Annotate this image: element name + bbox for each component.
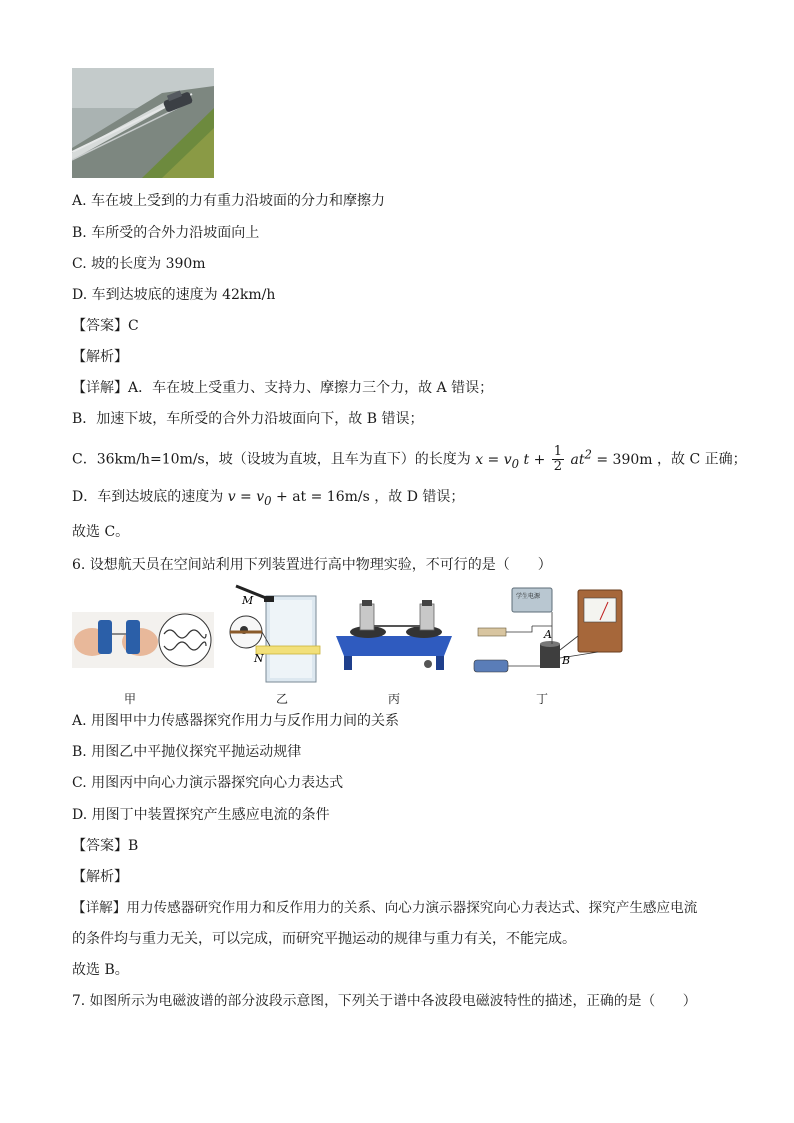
formula-c-mid: t + xyxy=(523,451,546,468)
q5-conclusion: 故选 C。 xyxy=(72,524,130,540)
q6-option-d: D. 用图丁中装置探究产生感应电流的条件 xyxy=(72,807,330,823)
figure-yi-projectile-apparatus xyxy=(226,584,330,688)
caption-yi: 乙 xyxy=(275,692,288,706)
formula-c-fraction xyxy=(552,445,564,474)
label-n: N xyxy=(254,652,264,665)
q6-option-b: B. 用图乙中平抛仪探究平抛运动规律 xyxy=(72,744,302,760)
formula-d-sub: 0 xyxy=(264,493,272,508)
q7-stem: 7. 如图所示为电磁波谱的部分波段示意图，下列关于谱中各波段电磁波特性的描述，正确的是（ ） xyxy=(72,993,697,1009)
caption-ding: 丁 xyxy=(535,692,548,706)
q5-option-b: B. 车所受的合外力沿坡面向上 xyxy=(72,225,260,241)
formula-c-sub: 0 xyxy=(511,456,520,471)
formula-c-rhs: = 390m xyxy=(596,451,653,468)
q5-detail-d-prefix: D．车到达坡底的速度为 xyxy=(72,489,224,505)
figure-ding-induction-setup xyxy=(468,586,626,682)
q5-detail-c-suffix: ，故 C 正确； xyxy=(657,451,747,468)
q5-analysis-heading: 【解析】 xyxy=(72,349,128,365)
q6-option-c: C. 用图丙中向心力演示器探究向心力表达式 xyxy=(72,775,344,791)
q5-answer: 【答案】C xyxy=(72,318,139,334)
q5-formula-d xyxy=(227,489,375,508)
caption-bing: 丙 xyxy=(387,692,400,706)
label-b: B xyxy=(562,654,571,667)
label-m: M xyxy=(242,594,254,607)
q5-detail-b: B．加速下坡，车所受的合外力沿坡面向下，故 B 错误； xyxy=(72,411,424,427)
q6-analysis-heading: 【解析】 xyxy=(72,869,128,885)
q5-detail-d-suffix: ，故 D 错误； xyxy=(374,489,465,505)
formula-c-sup: 2 xyxy=(584,447,592,461)
fraction-numerator: 1 xyxy=(553,444,563,460)
q5-detail-c xyxy=(72,444,747,474)
q5-detail-c-prefix: C．36km/h=10m/s，坡（设坡为直坡，且车为直下）的长度为 xyxy=(72,451,471,468)
q6-conclusion: 故选 B。 xyxy=(72,962,129,978)
label-a: A xyxy=(544,628,552,641)
q5-option-d: D. 车到达坡底的速度为 42km/h xyxy=(72,287,276,303)
q5-detail-d xyxy=(72,487,464,511)
q6-answer: 【答案】B xyxy=(72,838,139,854)
q5-detail-a: 【详解】A．车在坡上受重力、支持力、摩擦力三个力，故 A 错误； xyxy=(72,380,494,396)
q6-option-a: A. 用图甲中力传感器探究作用力与反作用力间的关系 xyxy=(72,713,400,729)
slope-car-photo xyxy=(72,68,214,178)
formula-d-rhs: + at = 16m/s xyxy=(276,489,370,505)
formula-c-lhs: x = v xyxy=(475,451,512,468)
q6-detail-line2: 的条件均与重力无关，可以完成，而研究平抛运动的规律与重力有关，不能完成。 xyxy=(72,931,576,947)
formula-d-lhs: v = v xyxy=(227,489,265,505)
q5-option-c: C. 坡的长度为 390m xyxy=(72,256,206,272)
q6-detail-line1: 【详解】用力传感器研究作用力和反作用力的关系、向心力演示器探究向心力表达式、探究产生感应电流 xyxy=(72,900,698,916)
formula-c-at: at xyxy=(570,451,585,468)
slope-photo-illustration xyxy=(72,68,214,178)
figure-bing-centripetal-demonstrator xyxy=(332,598,456,674)
label-power-supply: 学生电源 xyxy=(516,594,541,600)
caption-jia: 甲 xyxy=(123,692,136,706)
figure-jia-force-sensors xyxy=(72,612,214,668)
q5-option-a: A. 车在坡上受到的力有重力沿坡面的分力和摩擦力 xyxy=(72,193,386,209)
fraction-denominator: 2 xyxy=(553,459,563,475)
q5-formula-c xyxy=(475,444,657,475)
q6-stem: 6. 设想航天员在空间站利用下列装置进行高中物理实验，不可行的是（ ） xyxy=(72,557,552,573)
